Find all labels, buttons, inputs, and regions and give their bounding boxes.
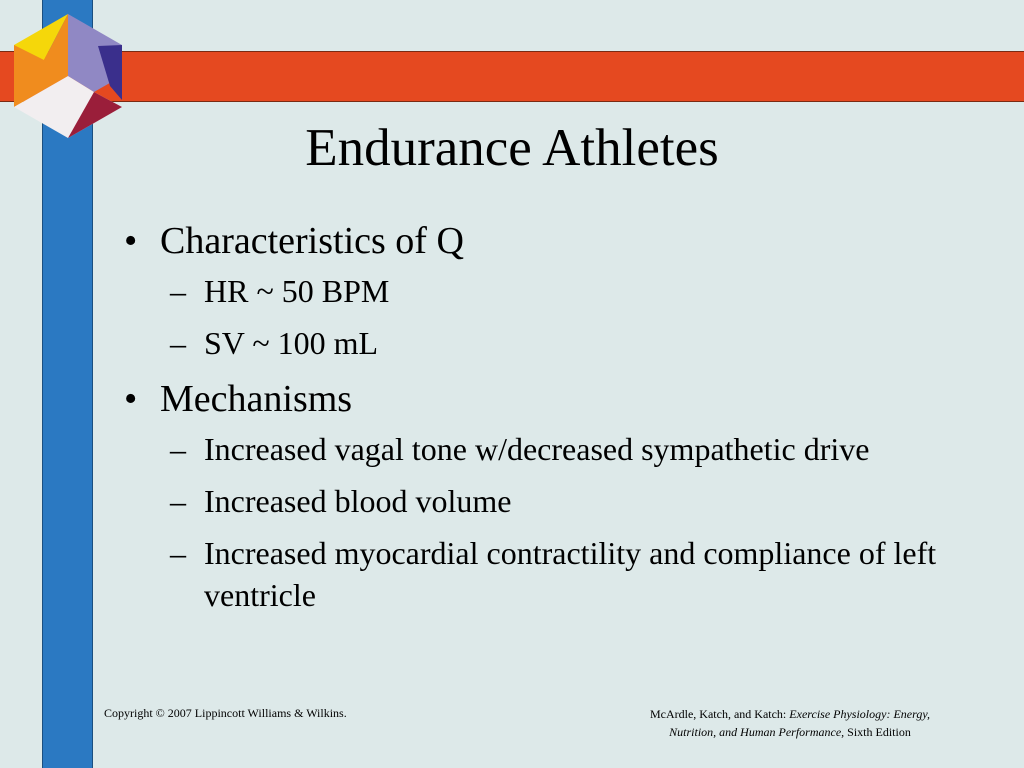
copyright-footer: Copyright © 2007 Lippincott Williams & Wilkins.: [104, 706, 347, 720]
bullet-item: [118, 216, 978, 266]
sub-bullet-item: [118, 270, 978, 312]
dash-marker: –: [170, 273, 186, 309]
bullet-marker: •: [124, 378, 138, 420]
sub-bullet-item: [118, 480, 978, 522]
citation-title-line2: Nutrition, and Human Performance,: [669, 725, 845, 739]
sub-bullet-text: Increased myocardial contractility and compliance of left ventricle: [204, 535, 937, 613]
sub-bullet-text: Increased blood volume: [204, 483, 512, 519]
citation-footer: [596, 705, 984, 741]
red-horizontal-bar: [0, 51, 1024, 102]
sub-bullet-text: SV ~ 100 mL: [204, 325, 379, 361]
sub-bullet-text: HR ~ 50 BPM: [204, 273, 390, 309]
dash-marker: –: [170, 483, 186, 519]
slide-title: Endurance Athletes: [305, 119, 719, 177]
dash-marker: –: [170, 325, 186, 361]
bullet-marker: •: [124, 220, 138, 262]
bullet-item: [118, 374, 978, 424]
sub-bullet-item: [118, 322, 978, 364]
sub-bullet-text: Increased vagal tone w/decreased sympathetic drive: [204, 431, 870, 467]
bullet-list: [118, 216, 978, 626]
sub-bullet-item: [118, 428, 978, 470]
dash-marker: –: [170, 535, 186, 571]
bullet-text: Mechanisms: [160, 378, 353, 420]
citation-title-line1: Exercise Physiology: Energy,: [789, 707, 931, 721]
citation-authors: McArdle, Katch, and Katch:: [649, 707, 790, 721]
bullet-text: Characteristics of Q: [160, 220, 464, 262]
sub-bullet-item: [118, 532, 978, 616]
dash-marker: –: [170, 431, 186, 467]
citation-edition: Sixth Edition: [844, 725, 911, 739]
